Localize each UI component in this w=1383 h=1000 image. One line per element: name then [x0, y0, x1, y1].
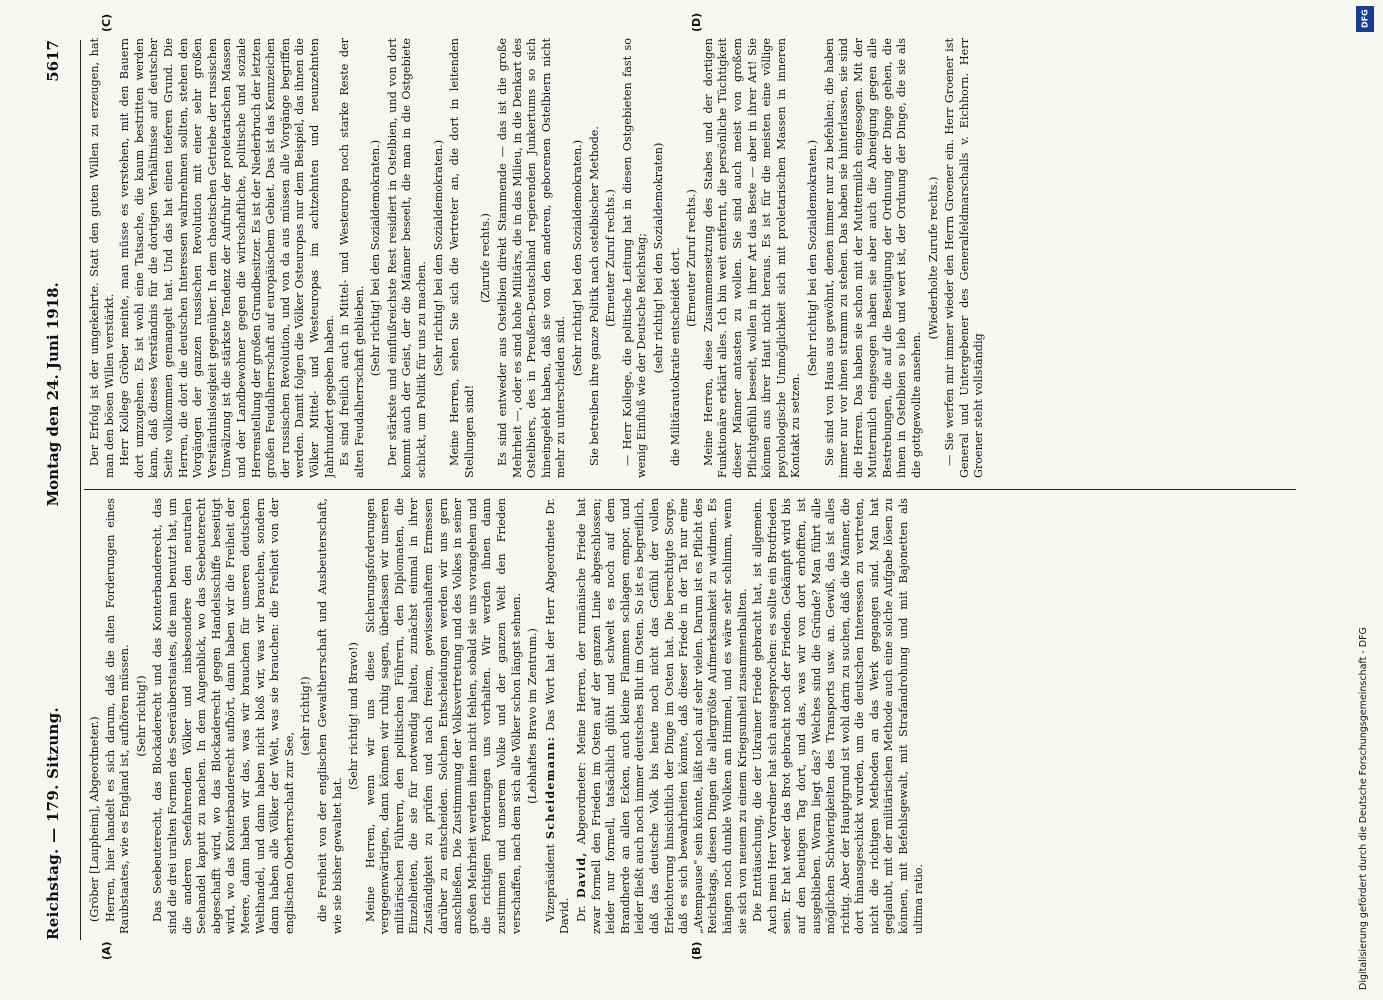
margin-mark-a: (A)	[100, 941, 113, 960]
left-column-interjection: (sehr richtig!)	[299, 676, 313, 756]
left-column-paragraph: Meine Herren, wenn wir uns diese Sicherungsforderungen vergegenwärtigen, dann können wir ruhig sagen, überlassen wir unseren militärischen Führern, den politischen Führern, den Diplomaten, die Einzelheiten, die sie für notwendig halten, zunächst einmal in ihrer Zuständigkeit zu prüfen und nach freiem, gewissenhaftem Ermessen darüber zu entscheiden. Solchen Entscheidungen werden wir uns gern anschließen. Die Zustimmung der Volksvertretung und des Volkes in seiner großen Mehrheit werden ihnen nicht fehlen, sobald sie uns vorangehen und die richtigen Forderungen uns vorhalten. Wir werden ihnen dann zustimmen und unserem Volke und der ganzen Welt den Frieden verschaffen, nach dem sich alle Völker schon längst sehnen.	[363, 498, 523, 934]
right-column-interjection: (Erneuter Zuruf rechts.)	[685, 189, 699, 327]
left-column-paragraph: (Gröber [Laupheim], Abgeordneter.)	[88, 716, 101, 922]
page-number: 5617	[44, 40, 62, 82]
right-column-paragraph: — Herr Kollege, die politische Leitung hat in diesen Ostgebieten fast so wenig Einfluß wie der Deutsche Reichstag;	[620, 38, 649, 478]
left-column-paragraph: die Freiheit von der englischen Gewaltherrschaft und Ausbeuterschaft, wie sie bisher gewaltet hat.	[315, 498, 344, 934]
right-column-paragraph: die Militärautokratie entscheidet dort.	[668, 247, 682, 466]
left-column-paragraph: Dr. David, Abgeordneter: Meine Herren, der rumänische Friede hat zwar formell den Frieden im Osten auf der ganzen Linie abgeschlossen; leider nur formell, tatsächlich glüht und schwelt es noch auf dem Brandherde an allen Ecken, auch kleine Flammen schlagen empor, und leider fließt auch noch immer deutsches Blut im Osten. So ist es begreiflich, daß das deutsche Volk bis heute noch nicht das Gefühl der vollen Erleichterung hinsichtlich der Dinge im Osten hat. Die berechtigte Sorge, daß es sich bewahrheiten könnte, daß dieser Friede in der Tat nur eine „Atempause“ sein könnte, läßt noch auf sehr vielen. Darum ist es Pflicht des Reichstags, diesen Dingen die allergrößte Aufmerksamkeit zu widmen. Es hängen noch dunkle Wolken am Himmel, und es wäre sehr schlimm, wenn sie sich von neuem zu einem Kriegsunheil zusammenballten.	[574, 498, 749, 934]
header-left-title: Reichstag. — 179. Sitzung.	[44, 706, 62, 940]
header-date: Montag den 24. Juni 1918.	[44, 282, 62, 507]
column-divider	[84, 489, 1296, 490]
left-column	[88, 498, 1296, 934]
right-column-paragraph: Der Erfolg ist der umgekehrte. Statt den guten Willen zu erzeugen, hat man den bösen Willen verstärkt.	[88, 38, 116, 478]
dfg-logo: DFG	[1356, 6, 1374, 32]
left-column-paragraph: Die Enttäuschung, die der Ukrainer Friede gebracht hat, ist allgemein. Auch mein Herr Vorredner hat sich ausgesprochen: es sollte ein Brotfrieden sein. Er hat weder das Brot gebracht noch der Frieden. Gekämpft wird bis auf den heutigen Tag dort, und das, was wir von dort erhofften, ist ausgeblieben. Woran liegt das? Welches sind die Gründe? Man führt alle möglichen Schwierigkeiten des Transports usw. an. Gewiß, das ist alles richtig. Aber der Hauptgrund ist wohl darin zu suchen, daß die Männer, die dort hinausgeschickt wurden, um die deutschen Interessen zu vertreten, nicht die richtigen Methoden an das Werk gegangen sind. Man hat geglaubt, mit der militärischen Methode auch eine solche Aufgabe lösen zu können, mit Befehlsgewalt, mit Strafandrohung und mit Bajonetten als ultima ratio.	[751, 498, 925, 934]
left-column-interjection: (Sehr richtig!)	[134, 675, 148, 757]
left-column-paragraph: Das Seebeuterecht, das Blockaderecht und das Konterbanderecht, das sind die drei uralten Formen des Seeräuberstaates, die man benutzt hat, um die anderen Seefahrenden Völker und insbesondere den neutralen Seehandel kaputt zu machen. In dem Augenblick, wo das Seebeuterecht abgeschafft wird, wo das Blockaderecht gegen Handelsschiffe beseitigt wird, wo das Konterbanderecht aufhört, dann haben wir die Freiheit der Meere, dann haben wir das, was wir brauchen für unseren deutschen Welthandel, und dann haben nicht bloß wir, was wir brauchen, sondern dann haben alle Völker der Welt, was sie brauchen: die Freiheit von der englischen Oberherrschaft zur See,	[151, 498, 296, 934]
right-column-interjection: (Sehr richtig! bei den Sozialdemokraten.)	[369, 139, 383, 377]
digitization-credit: Digitalisierung gefördert durch die Deutsche Forschungsgemeinschaft - DFG	[1358, 627, 1369, 990]
right-column-paragraph: Es sind entweder aus Ostelbien direkt Stammende — das ist die große Mehrheit —, oder es sind hohe Militärs, die in das Milieu, in die Denkart des Ostelbiers, des in Preußen-Deutschland regierenden Junkertums so sich hineingelebt haben, daß sie von den anderen, geborenen Ostelbiern nicht mehr zu unterscheiden sind.	[496, 38, 568, 478]
right-column-paragraph: Herr Kollege Gröber meinte, man müsse es verstehen, mit den Bauern dort umzugehen. Es ist wohl eine Tatsache, die kaum bestritten werden kann, daß dieses Verständnis für die dortigen Verhältnisse auf deutscher Seite vollkommen gemangelt hat. Und das hat einen tieferen Grund. Die Herren, die dort die deutschen Interessen wahrnehmen sollten, stehen den Vorgängen der ganzen russischen Revolution mit einer sehr großen Verständnislosigkeit gegenüber. In dem chaotischen Getriebe der russischen Umwälzung ist die stärkste Tendenz der Aufruhr der proletarischen Massen und der Landbewohner gegen die wirtschaftliche, politische und soziale Herrenstellung der großen Grundbesitzer. Es ist der Niederbruch der letzten großen Feudalherrschaft auf europäischem Gebiet. Das ist das Kennzeichen der russischen Revolution, und von da aus müssen alle Vorgänge begriffen werden. Damit folgen die Völker Osteuropas nur dem Beispiel, das ihnen die Völker Mittel- und Westeuropas im achtzehnten und neunzehnten Jahrhundert gegeben haben.	[118, 38, 336, 478]
left-column-paragraph: Vizepräsident Scheidemann: Das Wort hat der Herr Abgeordnete Dr. David.	[542, 498, 572, 934]
right-column	[88, 38, 1296, 478]
margin-mark-b: (B)	[690, 941, 703, 960]
left-column-interjection: (Sehr richtig! und Bravo!)	[347, 642, 361, 790]
right-column-paragraph: Meine Herren, sehen Sie sich die Vertreter an, die dort in leitenden Stellungen sind!	[448, 38, 476, 478]
margin-mark-c: (C)	[100, 13, 113, 32]
right-column-paragraph: Es sind freilich auch in Mittel- und Westeuropa noch starke Reste der alten Feudalherrschaft geblieben.	[338, 38, 366, 478]
right-column-paragraph: Sie sind von Haus aus gewöhnt, denen immer nur zu befehlen; die haben immer nur vor ihnen stramm zu stehen. Das haben sie hinterlassen, sie sind die Herren. Das haben sie schon mit der Muttermilch eingesogen. Mit der Muttermilch eingesogen haben sie aber auch die Abneigung gegen alle Bestrebungen, die auf die Beseitigung der Ordnung der Dinge gehen, die ihnen in Ostelbien so lieb und wert ist, der Ordnung der Dinge, die sie als die gottgewollte ansehen.	[822, 38, 924, 478]
right-column-interjection: (Erneuter Zuruf rechts.)	[604, 189, 618, 327]
right-column-interjection: (sehr richtig! bei den Sozialdemokraten)	[651, 142, 665, 374]
margin-mark-d: (D)	[690, 12, 703, 32]
header-rule	[80, 40, 81, 940]
right-column-interjection: (Wiederholte Zurufe rechts.)	[926, 176, 940, 340]
right-column-interjection: (Sehr richtig! bei den Sozialdemokraten.)	[431, 139, 445, 377]
left-column-interjection: (Lebhaftes Bravo im Zentrum.)	[526, 628, 540, 804]
right-column-paragraph: Der stärkste und einflußreichste Rest residiert in Ostelbien, und von dort kommt auch der Geist, der die Männer beseelt, die man in die Ostgebiete schickt, um Politik für uns zu machen.	[385, 38, 429, 478]
right-column-paragraph: Meine Herren, diese Zusammensetzung des Stabes und der dortigen Funktionäre erklärt alles. Ich bin weit entfernt, die persönliche Tüchtigkeit dieser Männer antasten zu wollen. Sie sind auch meist von großem Pflichtgefühl beseelt, wollen in ihrer Art das Beste — aber in ihrer Art! Sie können aus ihrer Haut nicht heraus. Es ist für die meisten eine völlige psychologische Unmöglichkeit sich mit proletarischen Massen in inneren Kontakt zu setzen.	[701, 38, 803, 478]
right-column-interjection: (Zurufe rechts.)	[479, 213, 493, 303]
speaker-name: David,	[574, 851, 588, 899]
speaker-name: Scheidemann:	[542, 735, 557, 840]
left-column-paragraph: Herren, hier handelt es sich darum, daß die alten Forderungen eines Raubstaates, wie es England ist, aufhören müssen.	[103, 498, 132, 934]
page-header	[44, 40, 74, 940]
right-column-paragraph: Sie betreiben ihre ganze Politik nach ostelbischer Methode.	[587, 126, 601, 466]
right-column-interjection: (Sehr richtig! bei den Sozialdemokraten.)	[805, 139, 819, 377]
right-column-interjection: (Sehr richtig! bei den Sozialdemokraten.)	[571, 139, 584, 377]
right-column-paragraph: — Sie werfen mir immer wieder den Herrn Groener ein. Herr Groener ist General und Untergebener des Generalfeldmarschalls v. Eichhorn. Herr Groener steht vollständig	[943, 38, 986, 478]
